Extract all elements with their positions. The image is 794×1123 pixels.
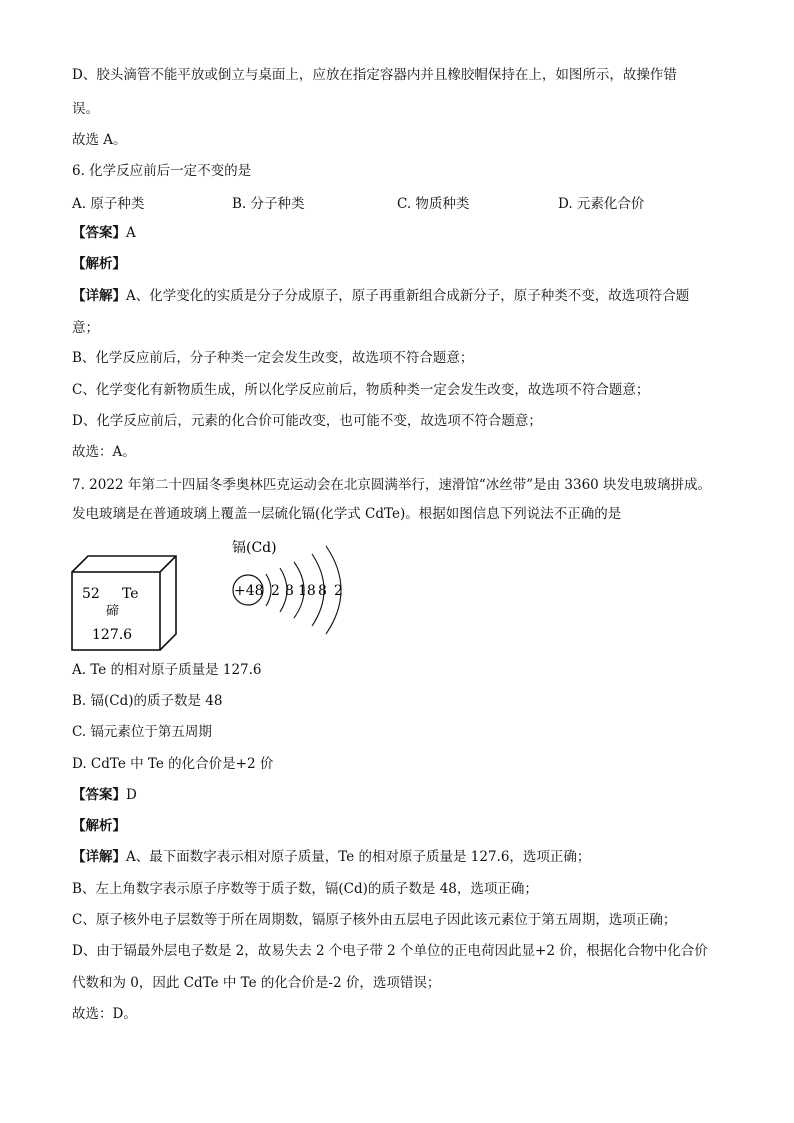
- question-6-options: [72, 192, 722, 210]
- answer-line: [72, 786, 137, 804]
- shell-count: 8: [285, 583, 294, 599]
- detail-line: [72, 848, 590, 866]
- element-name: 碲: [106, 604, 120, 619]
- detail-tag: 【详解】: [72, 849, 126, 865]
- option-c: C. 镉元素位于第五周期: [72, 724, 212, 740]
- text-line: 意；: [72, 320, 99, 336]
- detail-text: A、化学变化的实质是分子分成原子，原子再重新组合成新分子，原子种类不变，故选项符合题: [126, 288, 690, 304]
- atom-label: 镉(Cd): [232, 540, 277, 556]
- option-a: A. Te 的相对原子质量是 127.6: [72, 662, 262, 678]
- detail-tag: 【详解】: [72, 288, 126, 304]
- nucleus-charge: +48: [234, 583, 264, 599]
- element-figure: [68, 532, 368, 652]
- shell-count: 18: [298, 583, 316, 599]
- answer-value: A: [126, 225, 136, 241]
- answer-line: [72, 224, 136, 242]
- text-line: 故选：A。: [72, 444, 136, 460]
- text-line: D、化学反应前后，元素的化合价可能改变，也可能不变，故选项不符合题意；: [72, 413, 542, 429]
- shell-count: 2: [334, 583, 343, 599]
- atomic-number: 52: [82, 586, 100, 602]
- question-6: 6. 化学反应前后一定不变的是: [72, 163, 252, 179]
- atomic-mass: 127.6: [92, 627, 133, 643]
- text-line: C、原子核外电子层数等于所在周期数，镉原子核外由五层电子因此该元素位于第五周期，选项正确；: [72, 912, 677, 928]
- option-d: D. 元素化合价: [558, 196, 645, 212]
- shell-count: 8: [318, 583, 327, 599]
- text-line: 故选 A。: [72, 132, 127, 148]
- option-b: B. 镉(Cd)的质子数是 48: [72, 693, 223, 709]
- text-line: 误。: [72, 101, 99, 117]
- option-d: D. CdTe 中 Te 的化合价是+2 价: [72, 756, 274, 772]
- shell-electron-counts: [271, 583, 343, 599]
- text-line: D、胶头滴管不能平放或倒立与桌面上，应放在指定容器内并且橡胶帽保持在上，如图所示，故操作错: [72, 67, 677, 83]
- text-line: 故选：D。: [72, 1006, 137, 1022]
- question-7: 7. 2022 年第二十四届冬季奥林匹克运动会在北京圆满举行，速滑馆“冰丝带”是由 3360 块发电玻璃拼成。: [72, 477, 712, 493]
- detail-line: [72, 287, 689, 305]
- answer-value: D: [126, 787, 137, 803]
- text-line: D、由于镉最外层电子数是 2，故易失去 2 个电子带 2 个单位的正电荷因此显+2 价，根据化合物中化合价: [72, 943, 708, 959]
- text-line: 发电玻璃是在普通玻璃上覆盖一层硫化镉(化学式 CdTe)。根据如图信息下列说法不正确的是: [72, 506, 622, 522]
- analysis-tag: 【解析】: [72, 818, 126, 834]
- text-line: C、化学变化有新物质生成，所以化学反应前后，物质种类一定会发生改变，故选项不符合题意；: [72, 382, 650, 398]
- text-line: B、化学反应前后，分子种类一定会发生改变，故选项不符合题意；: [72, 350, 474, 366]
- text-line: B、左上角数字表示原子序数等于质子数，镉(Cd)的质子数是 48，选项正确；: [72, 881, 538, 897]
- option-b: B. 分子种类: [232, 196, 305, 212]
- detail-text: A、最下面数字表示相对原子质量，Te 的相对原子质量是 127.6，选项正确；: [126, 849, 591, 865]
- text-line: 代数和为 0，因此 CdTe 中 Te 的化合价是-2 价，选项错误；: [72, 975, 441, 991]
- option-c: C. 物质种类: [397, 196, 470, 212]
- answer-tag: 【答案】: [72, 787, 126, 803]
- element-symbol: Te: [122, 586, 139, 602]
- option-a: A. 原子种类: [72, 196, 145, 212]
- analysis-tag: 【解析】: [72, 256, 126, 272]
- shell-count: 2: [271, 583, 280, 599]
- answer-tag: 【答案】: [72, 225, 126, 241]
